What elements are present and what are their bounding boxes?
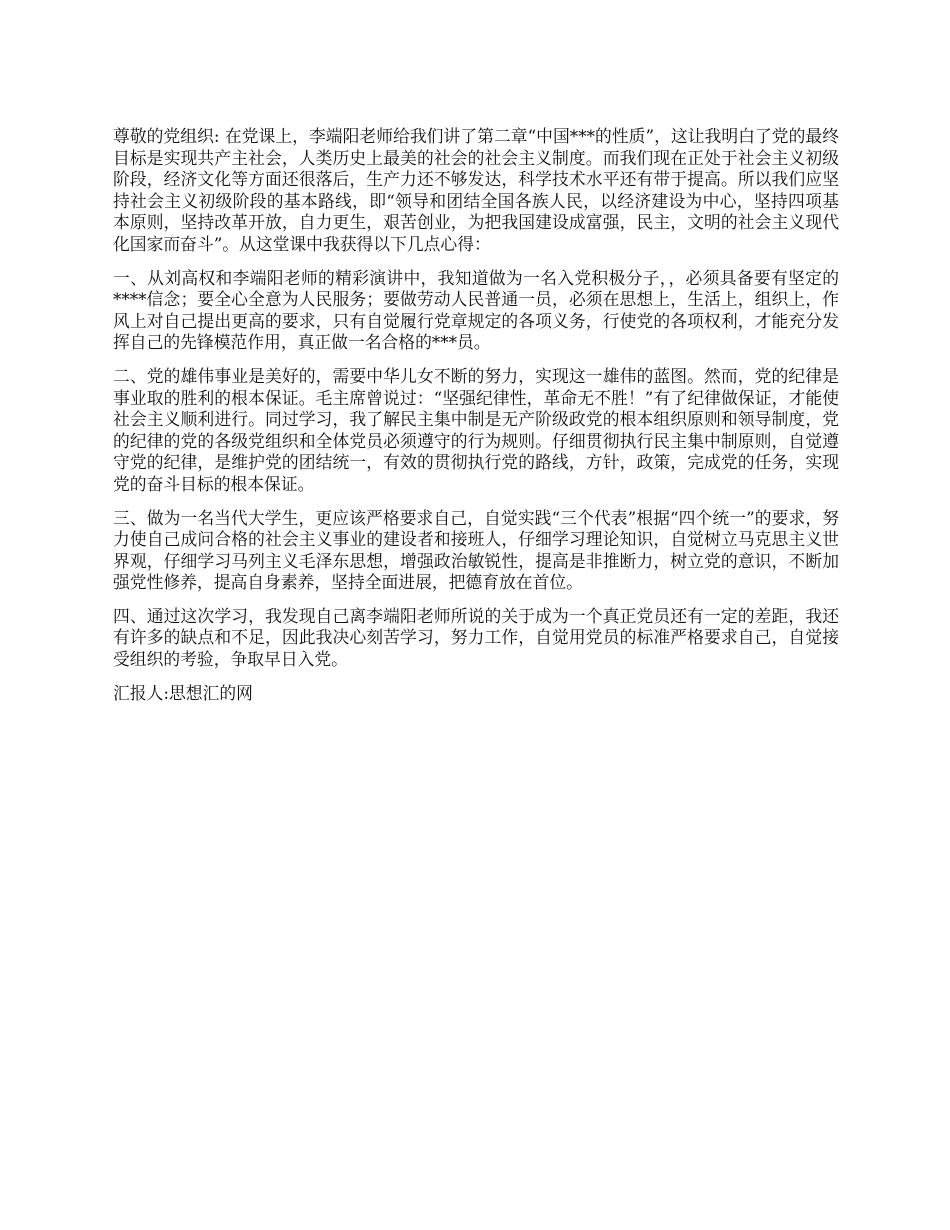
document-body	[113, 126, 839, 704]
intro-paragraph: 尊敬的党组织: 在党课上，李端阳老师给我们讲了第二章“中国***的性质”，这让我明白了党的最终目标是实现共产主社会，人类历史上最美的社会的社会主义制度。而我们现在正处于社会主义初级阶段，经济文化等方面还很落后，生产力还不够发达，科学技术水平还有带于提高。所以我们应坚持社会主义初级阶段的基本路线，即“领导和团结全国各族人民，以经济建设为中心，坚持四项基本原则，坚持改革开放，自力更生，艰苦创业，为把我国建设成富强，民主，文明的社会主义现代化国家而奋斗”。从这堂课中我获得以下几点心得：	[113, 126, 839, 254]
signature-line: 汇报人:思想汇的网	[113, 682, 253, 703]
point-three-paragraph: 三、做为一名当代大学生，更应该严格要求自己，自觉实践“三个代表”根据“四个统一”的要求，努力使自己成问合格的社会主义事业的建设者和接班人，仔细学习理论知识，自觉树立马克思主义世界观，仔细学习马列主义毛泽东思想，增强政治敏锐性，提高是非推断力，树立党的意识，不断加强党性修养，提高自身素养，坚持全面进展，把德育放在首位。	[113, 507, 839, 593]
point-two-paragraph: 二、党的雄伟事业是美好的，需要中华儿女不断的努力，实现这一雄伟的蓝图。然而，党的纪律是事业取的胜利的根本保证。毛主席曾说过：“坚强纪律性，革命无不胜！”有了纪律做保证，才能使社会主义顺利进行。同过学习，我了解民主集中制是无产阶级政党的根本组织原则和领导制度，党的纪律的党的各级党组织和全体党员必须遵守的行为规则。仔细贯彻执行民主集中制原则，自觉遵守党的纪律，是维护党的团结统一，有效的贯彻执行党的路线，方针，政策，完成党的任务，实现党的奋斗目标的根本保证。	[113, 365, 839, 494]
point-one-paragraph: 一、从刘高权和李端阳老师的精彩演讲中，我知道做为一名入党积极分子，，必须具备要有坚定的****信念；要全心全意为人民服务；要做劳动人民普通一员，必须在思想上，生活上，组织上，作风上对自己提出更高的要求，只有自觉履行党章规定的各项义务，行使党的各项权利，才能充分发挥自己的先锋模范作用，真正做一名合格的***员。	[113, 267, 839, 353]
point-four-paragraph: 四、通过这次学习，我发现自己离李端阳老师所说的关于成为一个真正党员还有一定的差距，我还有许多的缺点和不足，因此我决心刻苦学习，努力工作，自觉用党员的标准严格要求自己，自觉接受组织的考验，争取早日入党。	[113, 605, 839, 670]
